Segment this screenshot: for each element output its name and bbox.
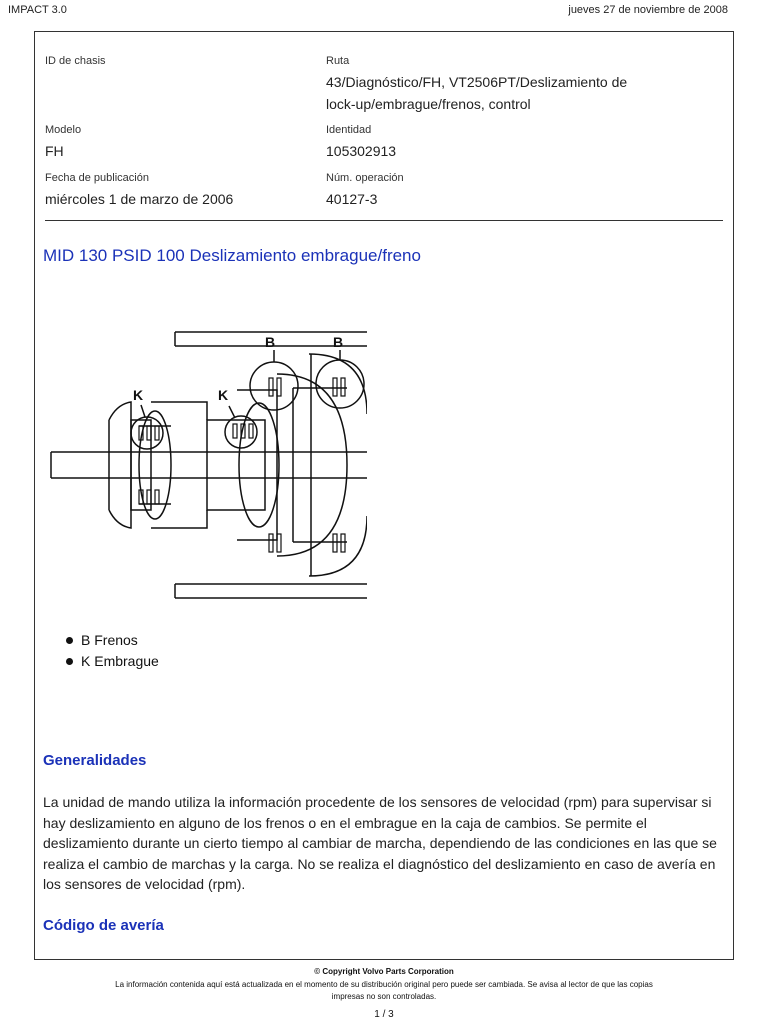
model-field <box>45 123 81 162</box>
route-value <box>326 71 627 115</box>
document-title: MID 130 PSID 100 Deslizamiento embrague/freno <box>43 246 421 265</box>
legend-item: B Frenos <box>65 630 159 651</box>
route-label: Ruta <box>326 55 350 67</box>
chassis-label: ID de chasis <box>45 55 106 67</box>
copyright-notice: © Copyright Volvo Parts Corporation <box>314 967 454 976</box>
diagram-legend <box>65 630 159 672</box>
diagram-label-b-middle: B <box>265 334 276 350</box>
disclaimer-line-2: impresas no son controladas. <box>331 992 437 1002</box>
route-line-1: 43/Diagnóstico/FH, VT2506PT/Deslizamiento de <box>326 74 628 90</box>
operation-label: Núm. operación <box>326 172 404 184</box>
section-body-general: La unidad de mando utiliza la información procedente de los sensores de velocidad (rpm) para supervisar si hay deslizamiento en alguno de los frenos o en el embrague en la caja de cambios. Se permite el deslizamiento durante un cierto tiempo al cambiar de marcha, dependiendo de las condiciones en las que se realiza el cambio de marchas y la carga. No se realiza el diagnóstico del deslizamiento en caso de avería en los sensores de velocidad (rpm). <box>43 794 717 893</box>
diagram-label-k-middle: K <box>218 387 229 403</box>
diagram-drawing <box>51 332 367 598</box>
route-field <box>326 54 627 115</box>
identity-field <box>326 123 396 162</box>
metadata-block <box>45 32 723 221</box>
section-heading-general: Generalidades <box>43 752 147 769</box>
pub-date-label: Fecha de publicación <box>45 172 149 184</box>
legend-item: K Embrague <box>65 651 159 672</box>
operation-value: 40127-3 <box>326 191 378 207</box>
diagram-label-k-left: K <box>133 387 144 403</box>
operation-field <box>326 171 404 210</box>
print-date: jueves 27 de noviembre de 2008 <box>568 4 728 16</box>
section-heading-fault-code: Código de avería <box>43 917 164 934</box>
diagram-label-b-right: B <box>333 334 344 350</box>
pub-date-value: miércoles 1 de marzo de 2006 <box>45 191 234 207</box>
chassis-field <box>45 54 106 71</box>
transmission-diagram <box>47 294 367 602</box>
page-number: 1 / 3 <box>374 1009 394 1020</box>
disclaimer-line-1: La información contenida aquí está actualizada en el momento de su distribución original pero puede ser cambiada. Se avisa al lector de que las copias <box>115 979 653 989</box>
model-label: Modelo <box>45 124 82 136</box>
identity-value: 105302913 <box>326 143 397 159</box>
model-value: FH <box>45 143 64 159</box>
print-footer <box>40 966 728 1004</box>
identity-label: Identidad <box>326 124 372 136</box>
pub-date-field <box>45 171 233 210</box>
print-header <box>8 4 728 18</box>
app-title: IMPACT 3.0 <box>8 4 67 16</box>
route-line-2: lock-up/embrague/frenos, control <box>326 96 531 112</box>
document-frame <box>34 31 734 960</box>
